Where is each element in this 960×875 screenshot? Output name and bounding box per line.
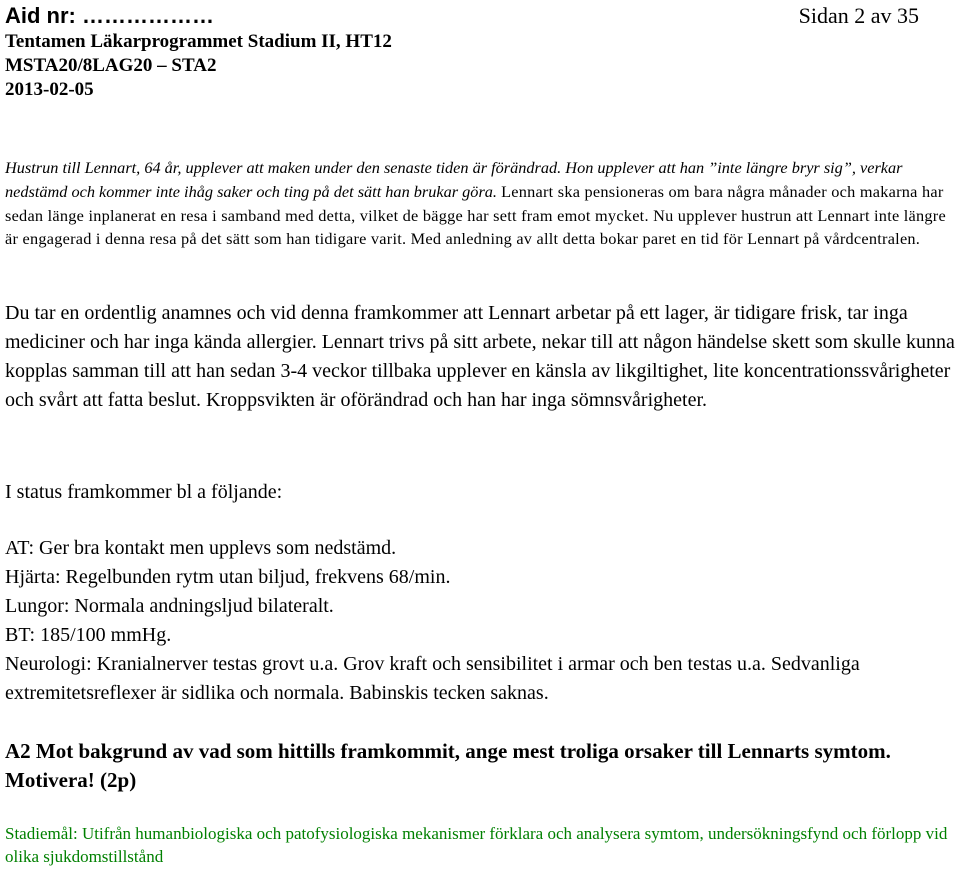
course-code: MSTA20/8LAG20 – STA2: [5, 55, 217, 76]
page-indicator: Sidan 2 av 35: [798, 3, 919, 28]
exam-date: 2013-02-05: [5, 79, 94, 100]
status-item-at: AT: Ger bra kontakt men upplevs som nedstämd.: [5, 537, 397, 559]
case-intro-regular: Lennart ska pensioneras om bara några månader och makarna har sedan länge inplanerat en resa i samband med detta, vilket de bägge har sett fram emot mycket. Nu upplever hustrun att Lennart inte längre är engagerad i denna resa på det sätt som han tidigare varit. Med anledning av allt detta bokar paret en tid för Lennart på vårdcentralen.: [5, 181, 946, 249]
case-intro-paragraph: [5, 156, 960, 251]
aid-number-label: Aid nr: ………………: [5, 3, 214, 28]
question-a2: A2 Mot bakgrund av vad som hittills framkommit, ange mest troliga orsaker till Lennarts symtom. Motivera! (2p): [5, 739, 891, 792]
case-intro-italic: Hustrun till Lennart, 64 år, upplever att maken under den senaste tiden är förändrad. Hon upplever att han ”inte längre bryr sig”, verkar nedstämd och kommer inte ihåg saker och ting på det sätt han brukar göra.: [5, 158, 903, 201]
status-item-hjarta: Hjärta: Regelbunden rytm utan biljud, frekvens 68/min.: [5, 566, 451, 588]
status-item-lungor: Lungor: Normala andningsljud bilateralt.: [5, 595, 334, 617]
status-intro: I status framkommer bl a följande:: [5, 481, 283, 503]
exam-title: Tentamen Läkarprogrammet Stadium II, HT12: [5, 31, 392, 52]
anamnes-paragraph: Du tar en ordentlig anamnes och vid denna framkommer att Lennart arbetar på ett lager, är tidigare frisk, tar inga mediciner och har inga kända allergier. Lennart trivs på sitt arbete, nekar till att någon händelse skett som skulle kunna kopplas samman till att han sedan 3-4 veckor tillbaka upplever en känsla av likgiltighet, lite koncentrationssvårigheter och svårt att fatta beslut. Kroppsvikten är oförändrad och han har inga sömnsvårigheter.: [5, 302, 955, 411]
status-findings: [5, 534, 955, 708]
status-item-neurologi: Neurologi: Kranialnerver testas grovt u.a. Grov kraft och sensibilitet i armar och ben testas u.a. Sedvanliga extremitetsreflexer är sidlika och normala. Babinskis tecken saknas.: [5, 653, 860, 704]
status-item-bt: BT: 185/100 mmHg.: [5, 624, 172, 646]
stadiemal-note: Stadiemål: Utifrån humanbiologiska och patofysiologiska mekanismer förklara och analysera symtom, undersökningsfynd och förlopp vid olika sjukdomstillstånd: [5, 824, 948, 866]
